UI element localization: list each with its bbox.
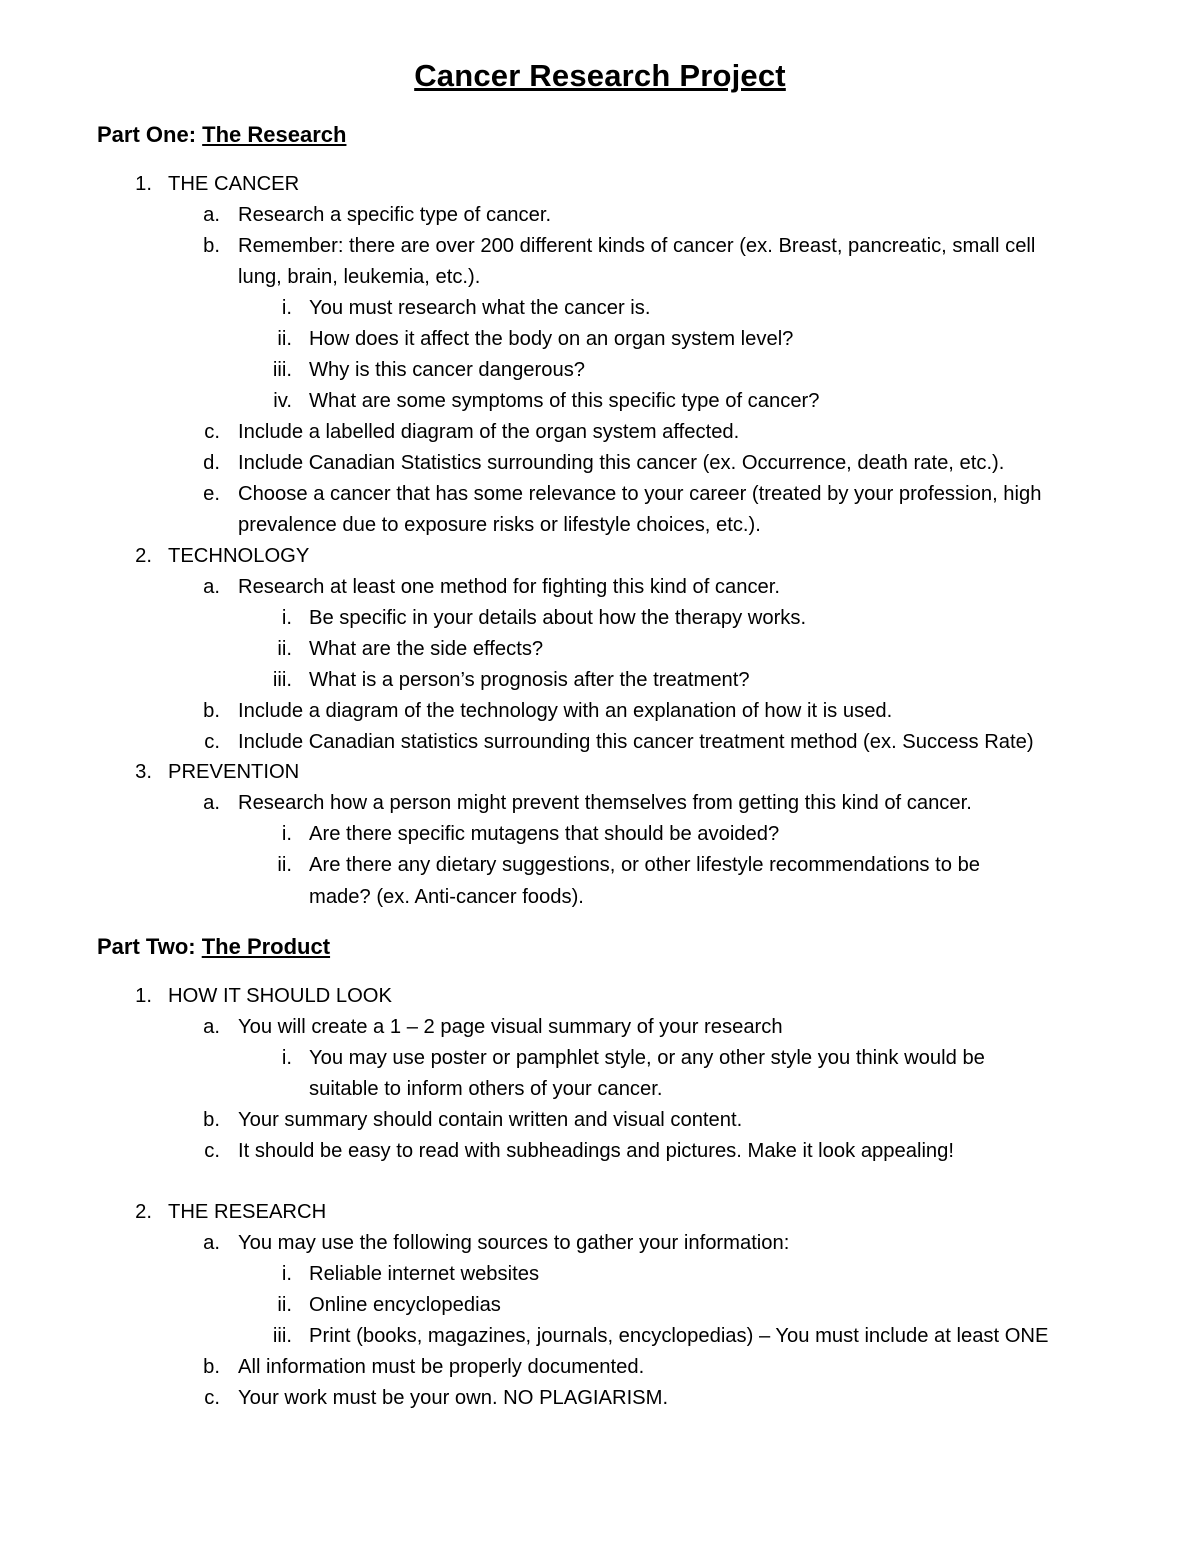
list-text: THE RESEARCH <box>168 1201 327 1223</box>
list-text: TECHNOLOGY <box>168 545 310 567</box>
list-text: Research a specific type of cancer. <box>238 204 552 226</box>
part-two-heading <box>97 932 330 962</box>
list-text: You may use the following sources to gather your information: <box>238 1232 790 1254</box>
list-text: PREVENTION <box>168 761 300 783</box>
list-marker: i. <box>281 1047 292 1069</box>
list-marker: ii. <box>277 638 292 660</box>
list-marker: a. <box>203 1016 220 1038</box>
list-marker: b. <box>203 235 220 257</box>
list-marker: ii. <box>277 1294 292 1316</box>
list-marker: 2. <box>135 1201 152 1223</box>
list-text: THE CANCER <box>168 173 300 195</box>
list-text: You may use poster or pamphlet style, or any other style you think would be <box>309 1047 985 1069</box>
list-marker: c. <box>204 1387 220 1409</box>
list-text: How does it affect the body on an organ system level? <box>309 328 794 350</box>
list-text: Include Canadian statistics surrounding this cancer treatment method (ex. Success Rate) <box>238 731 1034 753</box>
list-marker: iii. <box>272 669 292 691</box>
list-text: suitable to inform others of your cancer. <box>309 1078 663 1100</box>
list-text: You must research what the cancer is. <box>309 297 651 319</box>
list-marker: iii. <box>272 359 292 381</box>
list-marker: 1. <box>135 985 152 1007</box>
part-one-heading <box>97 120 346 150</box>
list-marker: a. <box>203 576 220 598</box>
list-marker: ii. <box>277 854 292 876</box>
list-marker: c. <box>204 421 220 443</box>
list-text: Are there any dietary suggestions, or other lifestyle recommendations to be <box>309 854 981 876</box>
part-one-name: The Research <box>202 122 347 147</box>
list-marker: b. <box>203 700 220 722</box>
list-text: It should be easy to read with subheadings and pictures. Make it look appealing! <box>238 1140 954 1162</box>
list-marker: iv. <box>273 390 292 412</box>
list-text: lung, brain, leukemia, etc.). <box>238 266 481 288</box>
list-text: Why is this cancer dangerous? <box>309 359 586 381</box>
part-one-label: Part One: <box>97 122 197 147</box>
list-text: Your work must be your own. NO PLAGIARISM. <box>238 1387 669 1409</box>
list-text: Are there specific mutagens that should be avoided? <box>309 823 780 845</box>
list-marker: i. <box>281 607 292 629</box>
list-text: You will create a 1 – 2 page visual summary of your research <box>238 1016 783 1038</box>
list-text: Remember: there are over 200 different kinds of cancer (ex. Breast, pancreatic, small cell <box>238 235 1036 257</box>
list-marker: i. <box>281 297 292 319</box>
list-text: Be specific in your details about how the therapy works. <box>309 607 807 629</box>
list-marker: iii. <box>272 1325 292 1347</box>
list-text: Research how a person might prevent themselves from getting this kind of cancer. <box>238 792 972 814</box>
list-marker: 1. <box>135 173 152 195</box>
list-marker: a. <box>203 792 220 814</box>
list-text: Research at least one method for fighting this kind of cancer. <box>238 576 781 598</box>
list-text: Choose a cancer that has some relevance to your career (treated by your profession, high <box>238 483 1042 505</box>
list-text: Print (books, magazines, journals, encyclopedias) – You must include at least ONE <box>309 1325 1049 1347</box>
list-text: Include a diagram of the technology with an explanation of how it is used. <box>238 700 893 722</box>
list-text: Your summary should contain written and visual content. <box>238 1109 743 1131</box>
document-title: Cancer Research Project <box>414 58 786 93</box>
list-marker: c. <box>204 731 220 753</box>
list-text: HOW IT SHOULD LOOK <box>168 985 392 1007</box>
list-marker: 2. <box>135 545 152 567</box>
list-marker: i. <box>281 823 292 845</box>
list-text: What are some symptoms of this specific type of cancer? <box>309 390 820 412</box>
list-text: Online encyclopedias <box>309 1294 501 1316</box>
list-text: Include Canadian Statistics surrounding this cancer (ex. Occurrence, death rate, etc.). <box>238 452 1005 474</box>
list-marker: b. <box>203 1356 220 1378</box>
list-marker: a. <box>203 204 220 226</box>
list-text: What are the side effects? <box>309 638 544 660</box>
list-marker: i. <box>281 1263 292 1285</box>
list-text: made? (ex. Anti-cancer foods). <box>309 886 584 908</box>
list-text: All information must be properly documented. <box>238 1356 645 1378</box>
list-text: prevalence due to exposure risks or lifestyle choices, etc.). <box>238 514 761 536</box>
part-two-label: Part Two: <box>97 934 196 959</box>
list-marker: d. <box>203 452 220 474</box>
list-marker: 3. <box>135 761 152 783</box>
list-text: Reliable internet websites <box>309 1263 540 1285</box>
list-marker: e. <box>203 483 220 505</box>
list-marker: ii. <box>277 328 292 350</box>
list-marker: b. <box>203 1109 220 1131</box>
list-text: Include a labelled diagram of the organ system affected. <box>238 421 740 443</box>
list-text: What is a person’s prognosis after the treatment? <box>309 669 750 691</box>
list-marker: c. <box>204 1140 220 1162</box>
part-two-name: The Product <box>201 934 331 959</box>
list-marker: a. <box>203 1232 220 1254</box>
